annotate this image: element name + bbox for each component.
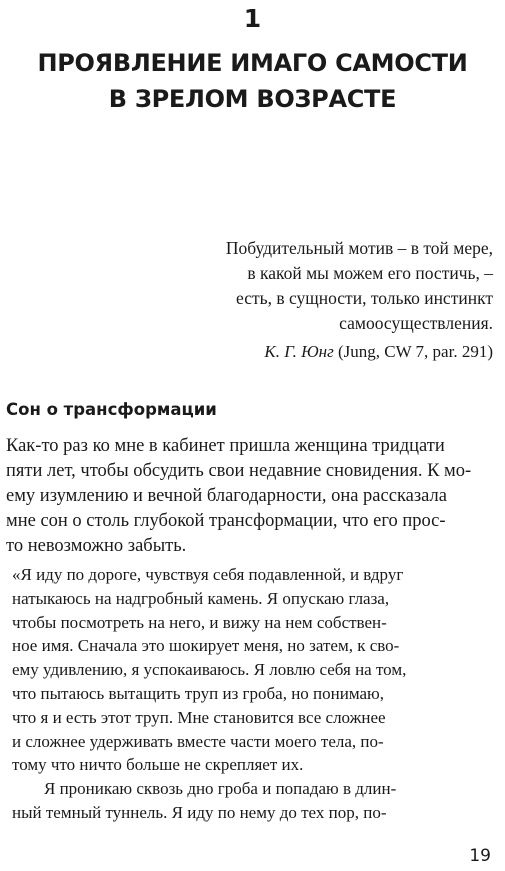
quote-line: Я проникаю сквозь дно гроба и попадаю в длин- bbox=[44, 779, 397, 799]
chapter-title bbox=[0, 45, 505, 117]
quote-line: ное имя. Сначала это шокирует меня, но затем, к сво- bbox=[12, 636, 400, 656]
epigraph-source: (Jung, CW 7, par. 291) bbox=[333, 342, 493, 361]
quote-line: натыкаюсь на надгробный камень. Я опускаю глаза, bbox=[12, 588, 390, 608]
epigraph-line: самоосуществления. bbox=[339, 313, 493, 333]
quote-line: что пытаюсь вытащить труп из гроба, но понимаю, bbox=[12, 683, 384, 703]
dream-quote bbox=[12, 563, 498, 825]
quote-line: чтобы посмотреть на него, и вижу на нем собствен- bbox=[12, 612, 387, 632]
body-paragraph bbox=[6, 434, 498, 559]
quote-line: «Я иду по дороге, чувствуя себя подавленной, и вдруг bbox=[12, 565, 404, 584]
epigraph-attribution bbox=[153, 342, 493, 362]
paragraph-line: то невозможно забыть. bbox=[6, 536, 187, 556]
quote-line: что я и есть этот труп. Мне становится все сложнее bbox=[12, 707, 386, 727]
paragraph-line: ему изумлению и вечной благодарности, она рассказала bbox=[6, 486, 447, 506]
page-number: 19 bbox=[469, 846, 491, 866]
epigraph-line: Побудительный мотив – в той мере, bbox=[225, 238, 493, 258]
paragraph-line: мне сон о столь глубокой трансформации, что его прос- bbox=[6, 511, 446, 531]
quote-line: тому что ничто больше не скрепляет их. bbox=[12, 755, 304, 775]
epigraph bbox=[153, 236, 493, 336]
epigraph-author: К. Г. Юнг bbox=[264, 342, 334, 361]
paragraph-line: пяти лет, чтобы обсудить свои недавние сновидения. К мо- bbox=[6, 461, 472, 481]
chapter-number: 1 bbox=[243, 4, 262, 33]
quote-line: и сложнее удерживать вместе части моего тела, по- bbox=[12, 731, 384, 751]
epigraph-line: в какой мы можем его постичь, – bbox=[247, 263, 493, 283]
epigraph-line: есть, в сущности, только инстинкт bbox=[235, 288, 493, 308]
quote-line: ему удивлению, я успокаиваюсь. Я ловлю себя на том, bbox=[12, 660, 407, 680]
paragraph-line: Как-то раз ко мне в кабинет пришла женщина тридцати bbox=[6, 436, 445, 456]
quote-line: ный темный туннель. Я иду по нему до тех пор, по- bbox=[12, 802, 387, 822]
section-heading: Сон о трансформации bbox=[6, 400, 217, 419]
chapter-title-line: ПРОЯВЛЕНИЕ ИМАГО САМОСТИ bbox=[37, 49, 468, 77]
chapter-title-line: В ЗРЕЛОМ ВОЗРАСТЕ bbox=[108, 85, 397, 113]
